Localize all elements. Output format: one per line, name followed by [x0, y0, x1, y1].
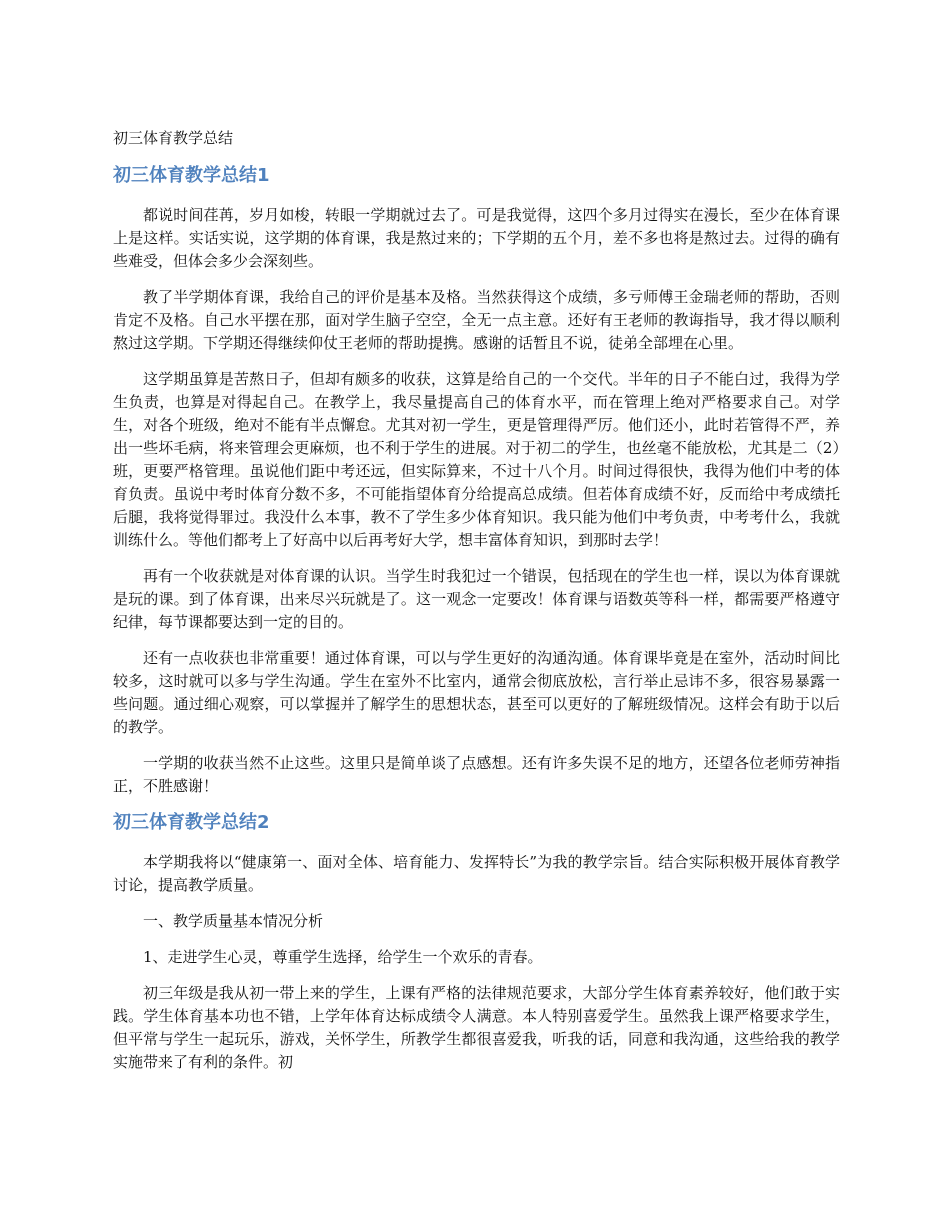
section-1-paragraph-2: 教了半学期体育课，我给自己的评价是基本及格。当然获得这个成绩，多亏师傅王金瑞老师的帮助，否则肯定不及格。自己水平摆在那，面对学生脑子空空，全无一点主意。还好有王老师的教诲指导，我才得以顺利熬过这学期。下学期还得继续仰仗王老师的帮助提携。感谢的话暂且不说，徒弟全部埋在心里。: [113, 288, 840, 352]
section-1-paragraph-3: 这学期虽算是苦熬日子，但却有颇多的收获，这算是给自己的一个交代。半年的日子不能白过，我得为学生负责，也算是对得起自己。在教学上，我尽量提高自己的体育水平，而在管理上绝对严格要求自己。对学生，对各个班级，绝对不能有半点懈怠。尤其对初一学生，更是管理得严厉。他们还小，此时若管得不严，养出一些坏毛病，将来管理会更麻烦，也不利于学生的进展。对于初二的学生，也丝毫不能放松，尤其是二（2）班，更要严格管理。虽说他们距中考还远，但实际算来，不过十八个月。时间过得很快，我得为他们中考的体育负责。虽说中考时体育分数不多，不可能指望体育分给提高总成绩。但若体育成绩不好，反而给中考成绩托后腿，我将觉得罪过。我没什么本事，教不了学生多少体育知识。我只能为他们中考负责，中考考什么，我就训练什么。等他们都考上了好高中以后再考好大学，想丰富体育知识，到那时去学！: [113, 370, 840, 549]
section-1-paragraph-5: 还有一点收获也非常重要！通过体育课，可以与学生更好的沟通沟通。体育课毕竟是在室外，活动时间比较多，这时就可以多与学生沟通。学生在室外不比室内，通常会彻底放松，言行举止忌讳不多，很容易暴露一些问题。通过细心观察，可以掌握并了解学生的思想状态，甚至可以更好的了解班级情况。这样会有助于以后的教学。: [113, 649, 840, 736]
section-1-paragraph-1: 都说时间荏苒，岁月如梭，转眼一学期就过去了。可是我觉得，这四个多月过得实在漫长，至少在体育课上是这样。实话实说，这学期的体育课，我是熬过来的；下学期的五个月，差不多也将是熬过去。过得的确有些难受，但体会多少会深刻些。: [113, 206, 840, 270]
section-1-paragraph-4: 再有一个收获就是对体育课的认识。当学生时我犯过一个错误，包括现在的学生也一样，误以为体育课就是玩的课。到了体育课，出来尽兴玩就是了。这一观念一定要改！体育课与语数英等科一样，都需要严格遵守纪律，每节课都要达到一定的目的。: [113, 567, 840, 631]
document-page: [113, 128, 840, 1087]
section-2-paragraph-2: 一、教学质量基本情况分析: [143, 912, 324, 930]
section-2-heading: 初三体育教学总结2: [113, 812, 270, 833]
section-2-paragraph-4: 初三年级是我从初一带上来的学生，上课有严格的法律规范要求，大部分学生体育素养较好，他们敢于实践。学生体育基本功也不错，上学年体育达标成绩令人满意。本人特别喜爱学生。虽然我上课严格要求学生，但平常与学生一起玩乐，游戏，关怀学生，所教学生都很喜爱我，听我的话，同意和我沟通，这些给我的教学实施带来了有利的条件。初: [113, 984, 840, 1071]
section-2-paragraph-3: 1、走进学生心灵，尊重学生选择，给学生一个欢乐的青春。: [143, 948, 543, 966]
section-1-heading: 初三体育教学总结1: [113, 165, 270, 186]
section-2-paragraph-1: 本学期我将以“健康第一、面对全体、培育能力、发挥特长”为我的教学宗旨。结合实际积极开展体育教学讨论，提高教学质量。: [113, 853, 840, 894]
section-1-paragraph-6: 一学期的收获当然不止这些。这里只是简单谈了点感想。还有许多失误不足的地方，还望各位老师劳神指正，不胜感谢！: [113, 754, 840, 795]
document-title: 初三体育教学总结: [113, 129, 234, 147]
